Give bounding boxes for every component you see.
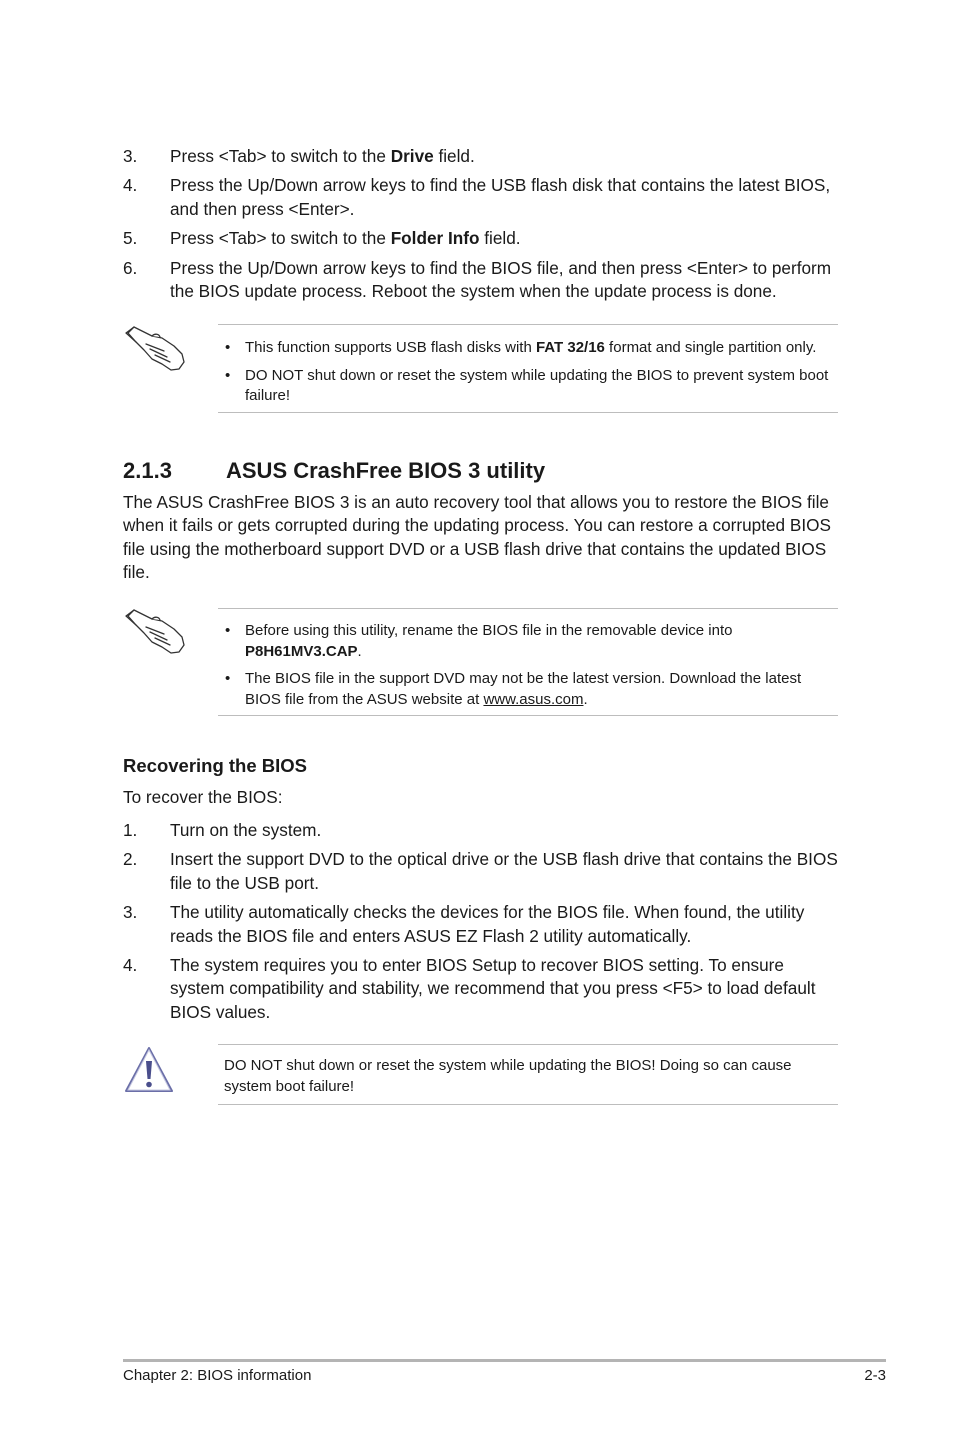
note-box <box>218 608 838 716</box>
recover-intro: To recover the BIOS: <box>123 787 283 807</box>
section-number: 2.1.3 <box>123 458 172 483</box>
list-item: • Before using this utility, rename the BIOS file in the removable device into P8H61MV3.CAP. <box>225 622 733 660</box>
step-number: 1. <box>123 820 138 840</box>
list-item: • This function supports USB flash disks with FAT 32/16 format and single partition only. <box>225 339 817 356</box>
list-item: 3. Press <Tab> to switch to the Drive field. <box>123 145 839 168</box>
step-number: 5. <box>123 228 138 249</box>
list-item: 6. Press the Up/Down arrow keys to find the BIOS file, and then press <Enter> to perform the BIOS update process. Reboot the system when the update process is done. <box>123 257 832 302</box>
section-heading <box>123 457 545 485</box>
update-steps-list <box>123 145 839 309</box>
list-item: 2. Insert the support DVD to the optical drive or the USB flash drive that contains the BIOS file to the USB port. <box>123 849 838 893</box>
note-box <box>218 324 838 413</box>
section-title: ASUS CrashFree BIOS 3 utility <box>226 458 546 483</box>
list-item: 5. Press <Tab> to switch to the Folder Info field. <box>123 227 839 250</box>
list-item: 1. Turn on the system. <box>123 819 839 842</box>
warning-box <box>218 1044 838 1105</box>
list-item: • The BIOS file in the support DVD may not be the latest version. Download the latest BIOS file from the ASUS website at www.asus.com. <box>225 670 802 708</box>
asus-website-link[interactable]: www.asus.com <box>483 690 584 708</box>
step-number: 3. <box>123 902 138 923</box>
bios-filename: P8H61MV3.CAP <box>245 642 358 660</box>
step-number: 3. <box>123 146 138 166</box>
step-number: 2. <box>123 849 138 870</box>
subsection-heading: Recovering the BIOS <box>123 755 308 776</box>
list-item: 4. Press the Up/Down arrow keys to find the USB flash disk that contains the latest BIOS, and then press <Enter>. <box>123 175 831 219</box>
list-item: 4. The system requires you to enter BIOS Setup to recover BIOS setting. To ensure system compatibility and stability, we recommend that you press <F5> to load default BIOS values. <box>123 955 816 1022</box>
footer-chapter: Chapter 2: BIOS information <box>123 1367 312 1384</box>
step-number: 6. <box>123 257 138 278</box>
warning-triangle-icon <box>123 1045 175 1095</box>
recover-steps-list <box>123 819 839 1030</box>
section-paragraph: The ASUS CrashFree BIOS 3 is an auto recovery tool that allows you to restore the BIOS file when it fails or gets corrupted during the updating process. You can restore a corrupted BIOS file using the motherboard support DVD or a USB flash drive that contains the updated BIOS file. <box>123 492 831 583</box>
step-number: 4. <box>123 955 138 976</box>
list-item: • DO NOT shut down or reset the system while updating the BIOS to prevent system boot failure! <box>225 366 829 404</box>
step-number: 4. <box>123 175 138 196</box>
hand-note-icon <box>124 607 188 657</box>
hand-note-icon <box>124 324 188 374</box>
footer-divider <box>123 1359 886 1362</box>
page-number: 2-3 <box>864 1367 886 1384</box>
list-item: 3. The utility automatically checks the devices for the BIOS file. When found, the utility reads the BIOS file and enters ASUS EZ Flash 2 utility automatically. <box>123 902 805 946</box>
warning-text: DO NOT shut down or reset the system while updating the BIOS! Doing so can cause system boot failure! <box>224 1057 792 1095</box>
